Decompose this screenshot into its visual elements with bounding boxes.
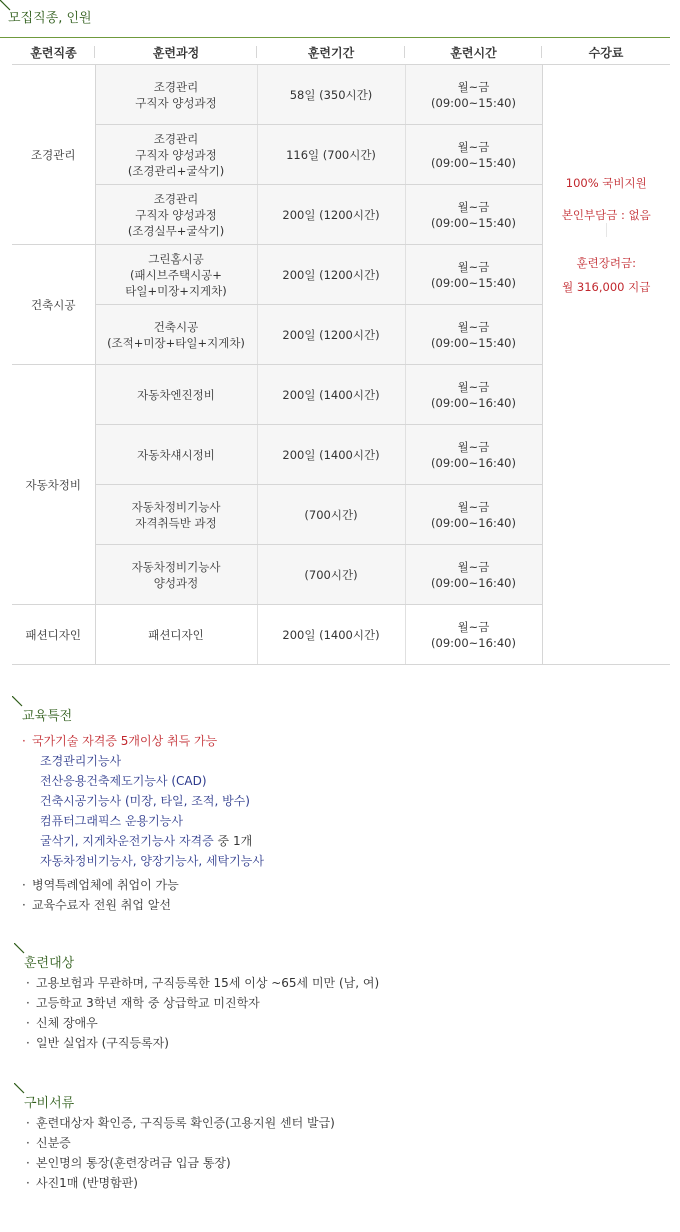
header-fee: 수강료 xyxy=(542,40,670,65)
course-cell: 조경관리 구직자 양성과정 (조경관리+굴삭기) xyxy=(95,125,257,185)
target-list xyxy=(26,973,379,1053)
docs-list xyxy=(26,1113,335,1193)
list-item: 굴삭기, 지게차운전기능사 자격증 중 1개 xyxy=(40,834,253,848)
list-item: · 신분증 xyxy=(26,1136,71,1150)
course-cell: 패션디자인 xyxy=(95,605,257,665)
fee-self-pay: 본인부담금 : 없음 xyxy=(561,207,651,222)
period-cell: 116일 (700시간) xyxy=(257,125,405,185)
list-item: · 신체 장애우 xyxy=(26,1016,98,1030)
period-cell: 200일 (1400시간) xyxy=(257,605,405,665)
job-cell: 패션디자인 xyxy=(12,605,95,665)
header-course: 훈련과정 xyxy=(95,40,257,65)
period-cell: 200일 (1200시간) xyxy=(257,245,405,305)
period-cell: 58일 (350시간) xyxy=(257,65,405,125)
fee-cell xyxy=(542,65,670,665)
list-item: · 교육수료자 전원 취업 알선 xyxy=(22,898,171,912)
list-item: · 사진1매 (반명함판) xyxy=(26,1176,138,1190)
table-row xyxy=(12,65,670,125)
section-title-text: 모집직종, 인원 xyxy=(8,11,92,26)
time-cell: 월~금 (09:00~15:40) xyxy=(405,305,542,365)
section-title-target xyxy=(0,943,670,971)
course-cell: 조경관리 구직자 양성과정 (조경실무+굴삭기) xyxy=(95,185,257,245)
time-cell: 월~금 (09:00~15:40) xyxy=(405,65,542,125)
fee-allowance-amount: 월 316,000 지급 xyxy=(562,279,651,294)
time-cell: 월~금 (09:00~15:40) xyxy=(405,185,542,245)
section-title-docs xyxy=(0,1083,670,1111)
list-item: 자동차정비기능사, 양장기능사, 세탁기능사 xyxy=(40,854,264,868)
list-item: · 고등학교 3학년 재학 중 상급학교 미진학자 xyxy=(26,996,260,1010)
header-job: 훈련직종 xyxy=(12,40,95,65)
job-cell: 조경관리 xyxy=(12,65,95,245)
job-cell: 건축시공 xyxy=(12,245,95,365)
training-table xyxy=(12,40,670,665)
period-cell: 200일 (1200시간) xyxy=(257,185,405,245)
list-item: · 국가기술 자격증 5개이상 취득 가능 xyxy=(22,734,218,748)
fee-allowance-label: 훈련장려금: xyxy=(576,255,636,270)
fee-support: 100% 국비지원 xyxy=(565,175,647,190)
section-title-text: 훈련대상 xyxy=(24,956,75,971)
period-cell: 200일 (1400시간) xyxy=(257,425,405,485)
course-cell: 자동차엔진정비 xyxy=(95,365,257,425)
time-cell: 월~금 (09:00~16:40) xyxy=(405,485,542,545)
job-cell: 자동차정비 xyxy=(12,365,95,605)
list-item: · 고용보험과 무관하며, 구직등록한 15세 이상 ~65세 미만 (남, 여) xyxy=(26,976,380,990)
time-cell: 월~금 (09:00~15:40) xyxy=(405,245,542,305)
time-cell: 월~금 (09:00~16:40) xyxy=(405,545,542,605)
benefits-list xyxy=(22,731,264,915)
time-cell: 월~금 (09:00~16:40) xyxy=(405,425,542,485)
section-title-text: 교육특전 xyxy=(22,709,73,724)
course-cell: 자동차섀시정비 xyxy=(95,425,257,485)
table-header-row xyxy=(12,40,670,65)
list-item: · 훈련대상자 확인증, 구직등록 확인증(고용지원 센터 발급) xyxy=(26,1116,335,1130)
course-cell: 자동차정비기능사 양성과정 xyxy=(95,545,257,605)
list-item: 컴퓨터그래픽스 운용기능사 xyxy=(40,814,183,828)
course-cell: 조경관리 구직자 양성과정 xyxy=(95,65,257,125)
section-title-text: 구비서류 xyxy=(24,1096,75,1111)
list-item: 조경관리기능사 xyxy=(40,754,122,768)
time-cell: 월~금 (09:00~15:40) xyxy=(405,125,542,185)
header-time: 훈련시간 xyxy=(405,40,542,65)
time-cell: 월~금 (09:00~16:40) xyxy=(405,365,542,425)
period-cell: 200일 (1400시간) xyxy=(257,365,405,425)
period-cell: 200일 (1200시간) xyxy=(257,305,405,365)
course-cell: 건축시공 (조적+미장+타일+지게차) xyxy=(95,305,257,365)
section-title-recruit xyxy=(0,0,670,38)
list-item: 건축시공기능사 (미장, 타일, 조적, 방수) xyxy=(40,794,250,808)
section-title-benefits xyxy=(0,696,670,724)
header-period: 훈련기간 xyxy=(257,40,405,65)
list-item: · 일반 실업자 (구직등록자) xyxy=(26,1036,169,1050)
list-item: · 병역특례업체에 취업이 가능 xyxy=(22,878,179,892)
period-cell: (700시간) xyxy=(257,485,405,545)
course-cell: 자동차정비기능사 자격취득반 과정 xyxy=(95,485,257,545)
time-cell: 월~금 (09:00~16:40) xyxy=(405,605,542,665)
course-cell: 그린홈시공 (패시브주택시공+ 타일+미장+지게차) xyxy=(95,245,257,305)
list-item: · 본인명의 통장(훈련장려금 입금 통장) xyxy=(26,1156,231,1170)
list-item: 전산응용건축제도기능사 (CAD) xyxy=(40,774,207,788)
period-cell: (700시간) xyxy=(257,545,405,605)
section-divider xyxy=(0,37,670,38)
